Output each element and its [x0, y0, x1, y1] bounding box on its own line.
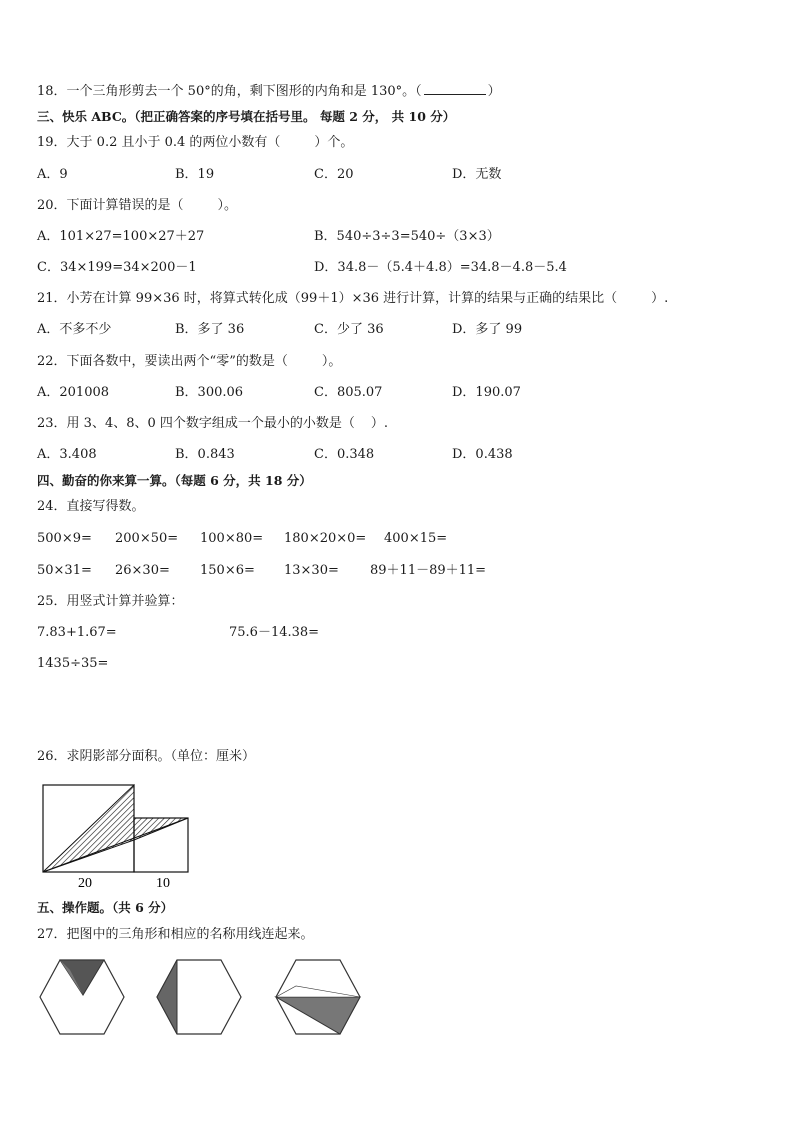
option-20-b[interactable]: B．540÷3÷3=540÷（3×3） — [314, 229, 500, 244]
question-21: 21．小芳在计算 99×36 时，将算式转化成（99＋1）×36 进行计算，计算的结果与正确的结果比（ ）. — [37, 291, 669, 306]
section-5-heading: 五、操作题。（共 6 分） — [37, 900, 174, 915]
option-21-a[interactable]: A．不多不少 — [37, 322, 112, 337]
option-21-b[interactable]: B．多了 36 — [175, 322, 245, 337]
vertical-calc-item: 7.83+1.67= — [37, 625, 117, 640]
option-22-b[interactable]: B．300.06 — [175, 385, 244, 400]
calc-item: 150×6= — [200, 563, 255, 578]
vertical-calc-item: 75.6－14.38= — [229, 625, 320, 640]
calc-item: 500×9= — [37, 531, 92, 546]
dimension-label-20: 20 — [78, 876, 92, 891]
shaded-triangle-large — [43, 785, 134, 872]
option-21-c[interactable]: C．少了 36 — [314, 322, 384, 337]
shaded-area-figure — [38, 780, 198, 890]
option-22-c[interactable]: C．805.07 — [314, 385, 383, 400]
calc-item: 26×30= — [115, 563, 170, 578]
calc-item: 100×80= — [200, 531, 264, 546]
calc-item: 180×20×0= — [284, 531, 367, 546]
question-23: 23．用 3、4、8、0 四个数字组成一个最小的小数是（ ）. — [37, 416, 389, 431]
dimension-label-10: 10 — [156, 876, 170, 891]
option-19-a[interactable]: A．9 — [37, 167, 68, 182]
hexagon-3[interactable] — [276, 960, 360, 1034]
option-22-a[interactable]: A．201008 — [37, 385, 110, 400]
hexagon-2[interactable] — [157, 960, 241, 1034]
question-18: 18．一个三角形剪去一个 50°的角，剩下图形的内角和是 130°。（ ） — [37, 84, 501, 99]
question-25-title: 25．用竖式计算并验算： — [37, 594, 184, 609]
calc-item: 200×50= — [115, 531, 179, 546]
option-23-b[interactable]: B．0.843 — [175, 447, 235, 462]
option-19-b[interactable]: B．19 — [175, 167, 215, 182]
calc-item: 89＋11－89＋11= — [370, 563, 487, 578]
question-22: 22．下面各数中，要读出两个“零”的数是（ ）。 — [37, 354, 342, 369]
answer-blank-18[interactable] — [424, 82, 486, 95]
calc-item: 400×15= — [384, 531, 448, 546]
hexagon-figures — [40, 958, 380, 1048]
calc-item: 13×30= — [284, 563, 339, 578]
option-20-d[interactable]: D．34.8－（5.4＋4.8）=34.8－4.8－5.4 — [314, 260, 567, 275]
section-3-heading: 三、快乐 ABC。（把正确答案的序号填在括号里。 每题 2 分， 共 10 分） — [37, 109, 456, 124]
hexagon-1[interactable] — [40, 960, 124, 1034]
question-24-title: 24．直接写得数。 — [37, 499, 145, 514]
option-20-a[interactable]: A．101×27=100×27＋27 — [37, 229, 205, 244]
question-26-title: 26．求阴影部分面积。（单位：厘米） — [37, 749, 256, 764]
section-4-heading: 四、勤奋的你来算一算。（每题 6 分，共 18 分） — [37, 473, 312, 488]
option-19-d[interactable]: D．无数 — [452, 167, 502, 182]
vertical-calc-item: 1435÷35= — [37, 656, 109, 671]
question-27-title: 27．把图中的三角形和相应的名称用线连起来。 — [37, 927, 314, 942]
question-18-text: 18．一个三角形剪去一个 50°的角，剩下图形的内角和是 130°。（ — [37, 84, 422, 99]
option-22-d[interactable]: D．190.07 — [452, 385, 521, 400]
option-23-a[interactable]: A．3.408 — [37, 447, 97, 462]
option-23-d[interactable]: D．0.438 — [452, 447, 513, 462]
question-20: 20．下面计算错误的是（ ）。 — [37, 198, 238, 213]
option-21-d[interactable]: D．多了 99 — [452, 322, 523, 337]
question-19: 19．大于 0.2 且小于 0.4 的两位小数有（ ）个。 — [37, 135, 354, 150]
option-19-c[interactable]: C．20 — [314, 167, 354, 182]
option-20-c[interactable]: C．34×199=34×200－1 — [37, 260, 197, 275]
calc-item: 50×31= — [37, 563, 92, 578]
option-23-c[interactable]: C．0.348 — [314, 447, 375, 462]
